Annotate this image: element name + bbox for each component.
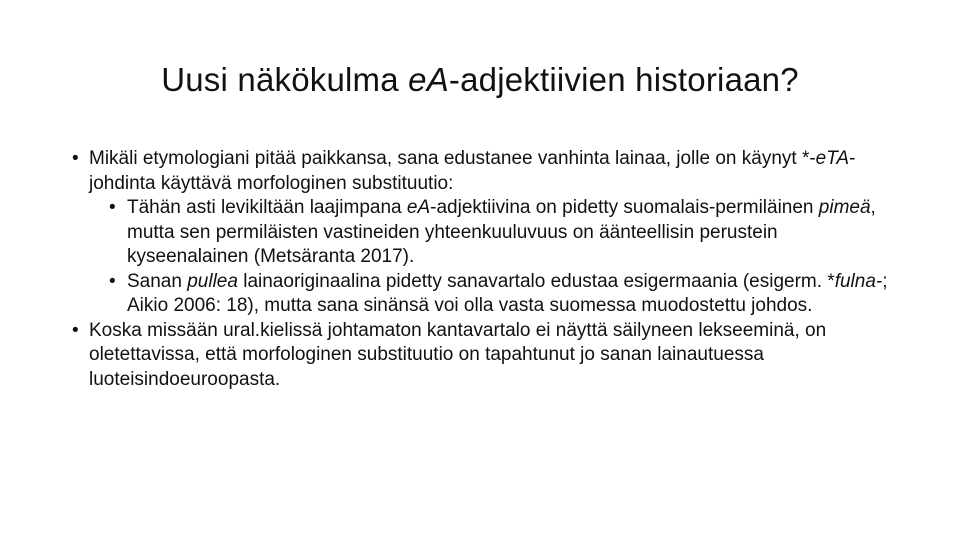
bullet-2-text: Koska missään ural.kielissä johtamaton kantavartalo ei näyttä säilyneen lekseeminä, on oletettavissa, että morfologinen substituutio on tapahtunut jo sanan lainautuessa luoteisindoeuroopasta.: [89, 319, 827, 390]
bullet-1-2-text-em1: pullea: [187, 270, 238, 292]
bullet-1-1-text-em1: eA: [406, 197, 431, 218]
bullet-marker: •: [109, 197, 116, 218]
bullet-2: [72, 319, 902, 393]
bullet-1-text-pre: Mikäli etymologiani pitää paikkansa, sana edustanee vanhinta lainaa, jolle on käynyt *-: [89, 148, 816, 169]
bullet-1-2: [72, 270, 902, 319]
bullet-1-2-text-pre: Sanan: [127, 270, 188, 292]
bullet-1-1-text-pre: Tähän asti levikiltään laajimpana: [127, 197, 407, 218]
bullet-1: [72, 147, 902, 196]
bullet-1-1-text-post: , mutta sen permiläisten vastineiden yhteenkuuluvuus on äänteellisin perustein kyseenalainen (Metsäranta 2017).: [127, 197, 876, 267]
bullet-1-2-text-post: ; Aikio 2006: 18), mutta sana sinänsä voi olla vasta suomessa muodostettu johdos.: [127, 270, 888, 316]
bullet-marker: •: [109, 270, 116, 292]
bullet-1-text-post: -johdinta käyttävä morfologinen substituutio:: [89, 148, 856, 194]
bullet-1-1-text-mid: -adjektiivina on pidetty suomalais-permiläinen: [430, 197, 819, 218]
slide-title: [0, 57, 960, 103]
bullet-1-2-text-em2: fulna-: [834, 270, 883, 292]
slide-body: [72, 147, 902, 392]
title-text-pre: Uusi näkökulma: [161, 61, 409, 98]
title-text-post: -adjektiivien historiaan?: [448, 61, 799, 98]
bullet-1-text-em: eTA: [815, 148, 850, 169]
bullet-1-1-text-em2: pimeä: [818, 197, 871, 218]
bullet-1-1: [72, 196, 902, 270]
bullet-1-2-text-mid: lainaoriginaalina pidetty sanavartalo edustaa esigermaania (esigerm. *: [237, 270, 835, 292]
title-text-em: eA: [408, 61, 449, 98]
bullet-marker: •: [72, 319, 79, 341]
bullet-marker: •: [72, 148, 79, 169]
